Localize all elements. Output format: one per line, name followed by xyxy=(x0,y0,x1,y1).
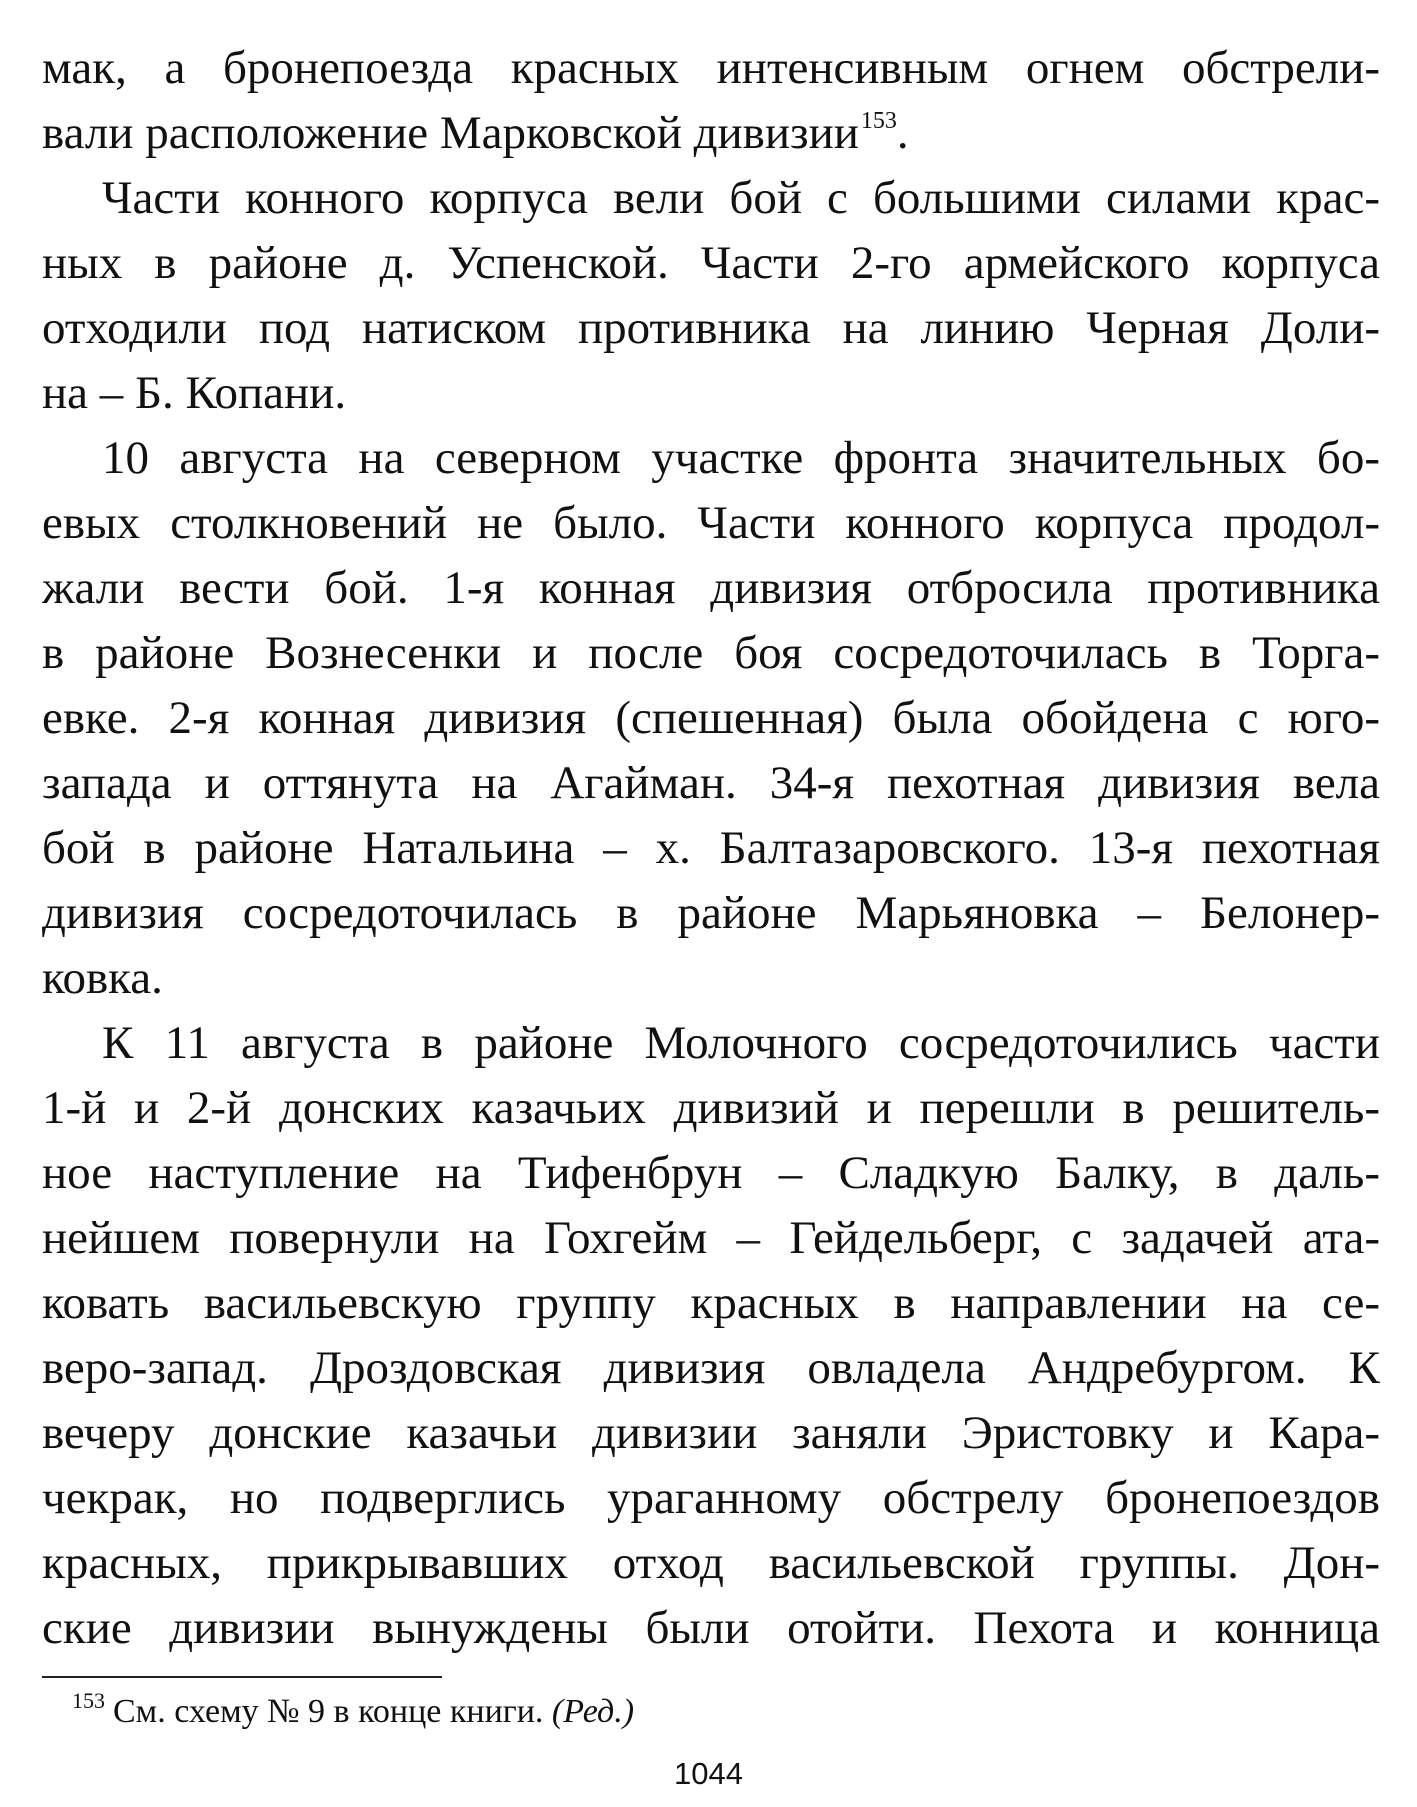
paragraph-first-line: 10 августа на северном участке фронта значительных бо- xyxy=(102,432,1380,484)
paragraph-first-line: К 11 августа в районе Молочного сосредоточились части xyxy=(102,1017,1380,1069)
text-line: ские дивизии вынуждены были отойти. Пехота и конница xyxy=(42,1602,1380,1654)
text-line: ковка. xyxy=(42,952,163,1004)
text-line: жали вести бой. 1-я конная дивизия отбросила противника xyxy=(42,562,1380,614)
main-text xyxy=(42,36,1380,1661)
text-line: веро-запад. Дроздовская дивизия овладела Андребургом. К xyxy=(42,1342,1380,1394)
footnote-number: 153 xyxy=(72,1688,105,1713)
page-number: 1044 xyxy=(674,1756,743,1791)
text-line: красных, прикрывавших отход васильевской группы. Дон- xyxy=(42,1537,1380,1589)
text-line: ковать васильевскую группу красных в направлении на се- xyxy=(42,1277,1380,1329)
text-line: бой в районе Натальина – х. Балтазаровского. 13-я пехотная xyxy=(42,822,1380,874)
text-line: евке. 2-я конная дивизия (спешенная) была обойдена с юго- xyxy=(42,692,1380,744)
text-line: ное наступление на Тифенбрун – Сладкую Балку, в даль- xyxy=(42,1147,1380,1199)
footnote-text: См. схему № 9 в конце книги. xyxy=(113,1693,544,1730)
text-line: мак, а бронепоезда красных интенсивным огнем обстрели- xyxy=(42,42,1380,94)
text-line: нейшем повернули на Гохгейм – Гейдельберг, с задачей ата- xyxy=(42,1212,1380,1264)
text-line: запада и оттянута на Агайман. 34-я пехотная дивизия вела xyxy=(42,757,1380,809)
text-line-content: вали расположение Марковской дивизии xyxy=(42,107,859,159)
paragraph-first-line: Части конного корпуса вели бой с большими силами крас- xyxy=(102,172,1380,224)
footnote-reference: 153 xyxy=(860,108,897,134)
text-line: 1-й и 2-й донских казачьих дивизий и перешли в решитель- xyxy=(42,1082,1380,1134)
text-line xyxy=(42,101,1380,166)
text-line: дивизия сосредоточилась в районе Марьяновка – Белонер- xyxy=(42,887,1380,939)
text-line: на – Б. Копани. xyxy=(42,367,347,419)
text-line: ных в районе д. Успенской. Части 2-го армейского корпуса xyxy=(42,237,1380,289)
text-line: евых столкновений не было. Части конного корпуса продол- xyxy=(42,497,1380,549)
sentence-period: . xyxy=(896,107,909,159)
text-line: в районе Вознесенки и после боя сосредоточилась в Торга- xyxy=(42,627,1380,679)
footnote-divider xyxy=(42,1676,442,1678)
text-line: чекрак, но подверглись ураганному обстрелу бронепоездов xyxy=(42,1472,1380,1524)
footnote xyxy=(72,1690,634,1734)
footnote-editor-note: (Ред.) xyxy=(551,1693,635,1730)
text-line: отходили под натиском противника на линию Черная Доли- xyxy=(42,302,1380,354)
text-line: вечеру донские казачьи дивизии заняли Эристовку и Кара- xyxy=(42,1407,1380,1459)
